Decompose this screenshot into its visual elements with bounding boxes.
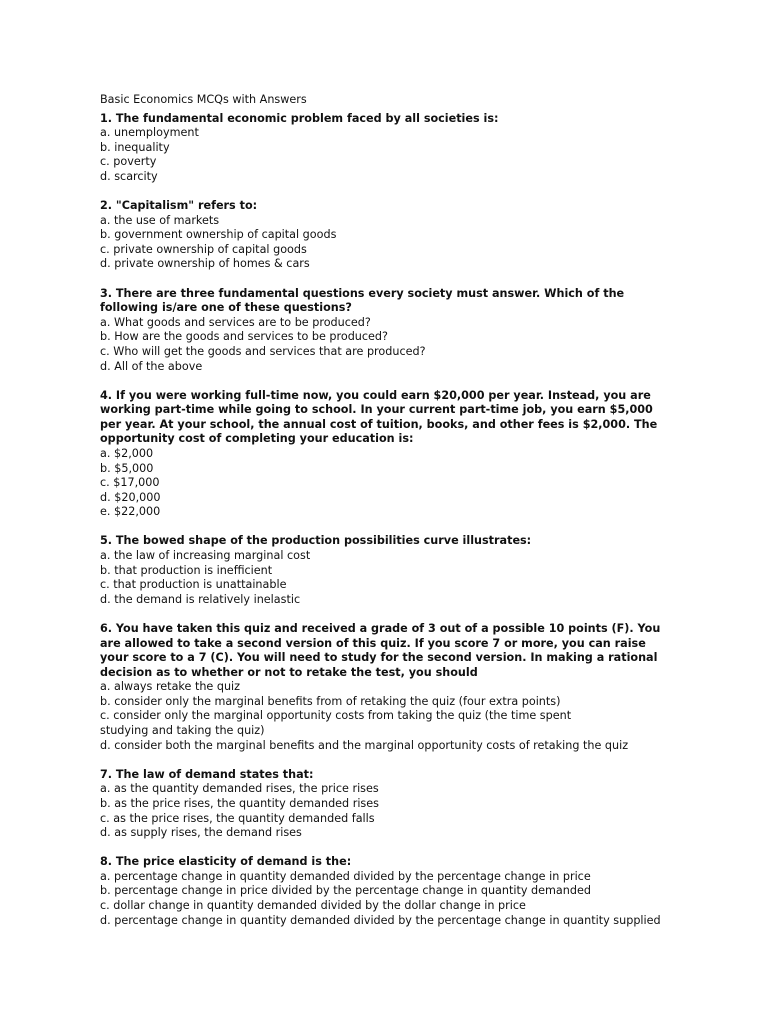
answer-option: a. $2,000 xyxy=(100,446,154,460)
answer-option: c. as the price rises, the quantity demanded falls xyxy=(100,811,375,825)
question-7 xyxy=(100,768,740,841)
question-3 xyxy=(100,287,740,375)
answer-option: b. $5,000 xyxy=(100,461,154,475)
answer-option: c. poverty xyxy=(100,155,157,169)
answer-option: c. that production is unattainable xyxy=(100,578,287,592)
answer-option: a. unemployment xyxy=(100,126,199,140)
question-1 xyxy=(100,112,740,185)
answer-option: a. as the quantity demanded rises, the price rises xyxy=(100,782,379,796)
answer-options xyxy=(100,782,740,840)
answer-option: c. dollar change in quantity demanded divided by the dollar change in price xyxy=(100,899,526,912)
answer-option: a. What goods and services are to be produced? xyxy=(100,315,371,329)
question-text: 3. There are three fundamental questions every society must answer. Which of the following is/are one of these questions? xyxy=(100,286,625,315)
answer-option: d. the demand is relatively inelastic xyxy=(100,592,301,606)
question-text: 2. "Capitalism" refers to: xyxy=(100,199,258,213)
answer-options xyxy=(100,126,740,184)
question-text: 7. The law of demand states that: xyxy=(100,767,314,781)
answer-option: d. as supply rises, the demand rises xyxy=(100,826,302,840)
answer-option: d. percentage change in quantity demanded divided by the percentage change in quantity supplied xyxy=(100,913,661,927)
question-list xyxy=(100,112,740,929)
answer-option: e. $22,000 xyxy=(100,505,161,519)
question-5 xyxy=(100,534,740,607)
answer-options xyxy=(100,870,740,928)
question-2 xyxy=(100,199,740,272)
document-title: Basic Economics MCQs with Answers xyxy=(100,93,307,106)
answer-option: c. consider only the marginal opportunity costs from taking the quiz (the time spent studying and taking the quiz) xyxy=(100,709,572,738)
answer-option: a. percentage change in quantity demanded divided by the percentage change in price xyxy=(100,869,591,883)
answer-options xyxy=(100,316,740,374)
answer-option: c. $17,000 xyxy=(100,476,160,490)
answer-option: c. private ownership of capital goods xyxy=(100,242,307,256)
question-text: 4. If you were working full-time now, you could earn $20,000 per year. Instead, you are working part-time while going to school. In your current part-time job, you earn $5,000 per year. At your school, the annual cost of tuition, books, and other fees is $2,000. The opportunity cost of completing your education is: xyxy=(100,388,658,446)
answer-option: b. How are the goods and services to be produced? xyxy=(100,330,388,344)
question-text: 8. The price elasticity of demand is the: xyxy=(100,855,352,869)
question-8 xyxy=(100,855,740,928)
answer-options xyxy=(100,214,740,272)
question-text: 6. You have taken this quiz and received a grade of 3 out of a possible 10 points (F). You are allowed to take a second version of this quiz. If you score 7 or more, you can raise your score to a 7 (C). You will need to study for the second version. In making a rational decision as to whether or not to retake the test, you should xyxy=(100,621,661,679)
answer-option: b. consider only the marginal benefits from of retaking the quiz (four extra points) xyxy=(100,694,561,708)
answer-option: b. as the price rises, the quantity demanded rises xyxy=(100,796,379,810)
answer-option: b. inequality xyxy=(100,140,170,154)
answer-options xyxy=(100,680,740,753)
answer-option: d. private ownership of homes & cars xyxy=(100,257,310,271)
question-4 xyxy=(100,389,740,520)
answer-options xyxy=(100,447,740,520)
answer-option: a. always retake the quiz xyxy=(100,680,241,694)
question-text: 1. The fundamental economic problem faced by all societies is: xyxy=(100,111,499,125)
answer-option: b. that production is inefficient xyxy=(100,563,273,577)
answer-option: d. All of the above xyxy=(100,359,203,373)
answer-option: d. $20,000 xyxy=(100,490,161,504)
document-page xyxy=(100,93,740,943)
answer-option: a. the law of increasing marginal cost xyxy=(100,549,311,563)
answer-option: b. government ownership of capital goods xyxy=(100,228,337,242)
answer-option: b. percentage change in price divided by the percentage change in quantity demanded xyxy=(100,884,591,898)
answer-options xyxy=(100,549,740,607)
question-6 xyxy=(100,622,740,753)
answer-option: c. Who will get the goods and services that are produced? xyxy=(100,344,426,358)
answer-option: d. scarcity xyxy=(100,169,158,183)
question-text: 5. The bowed shape of the production possibilities curve illustrates: xyxy=(100,534,532,548)
answer-option: a. the use of markets xyxy=(100,213,220,227)
answer-option: d. consider both the marginal benefits and the marginal opportunity costs of retaking the quiz xyxy=(100,738,629,752)
